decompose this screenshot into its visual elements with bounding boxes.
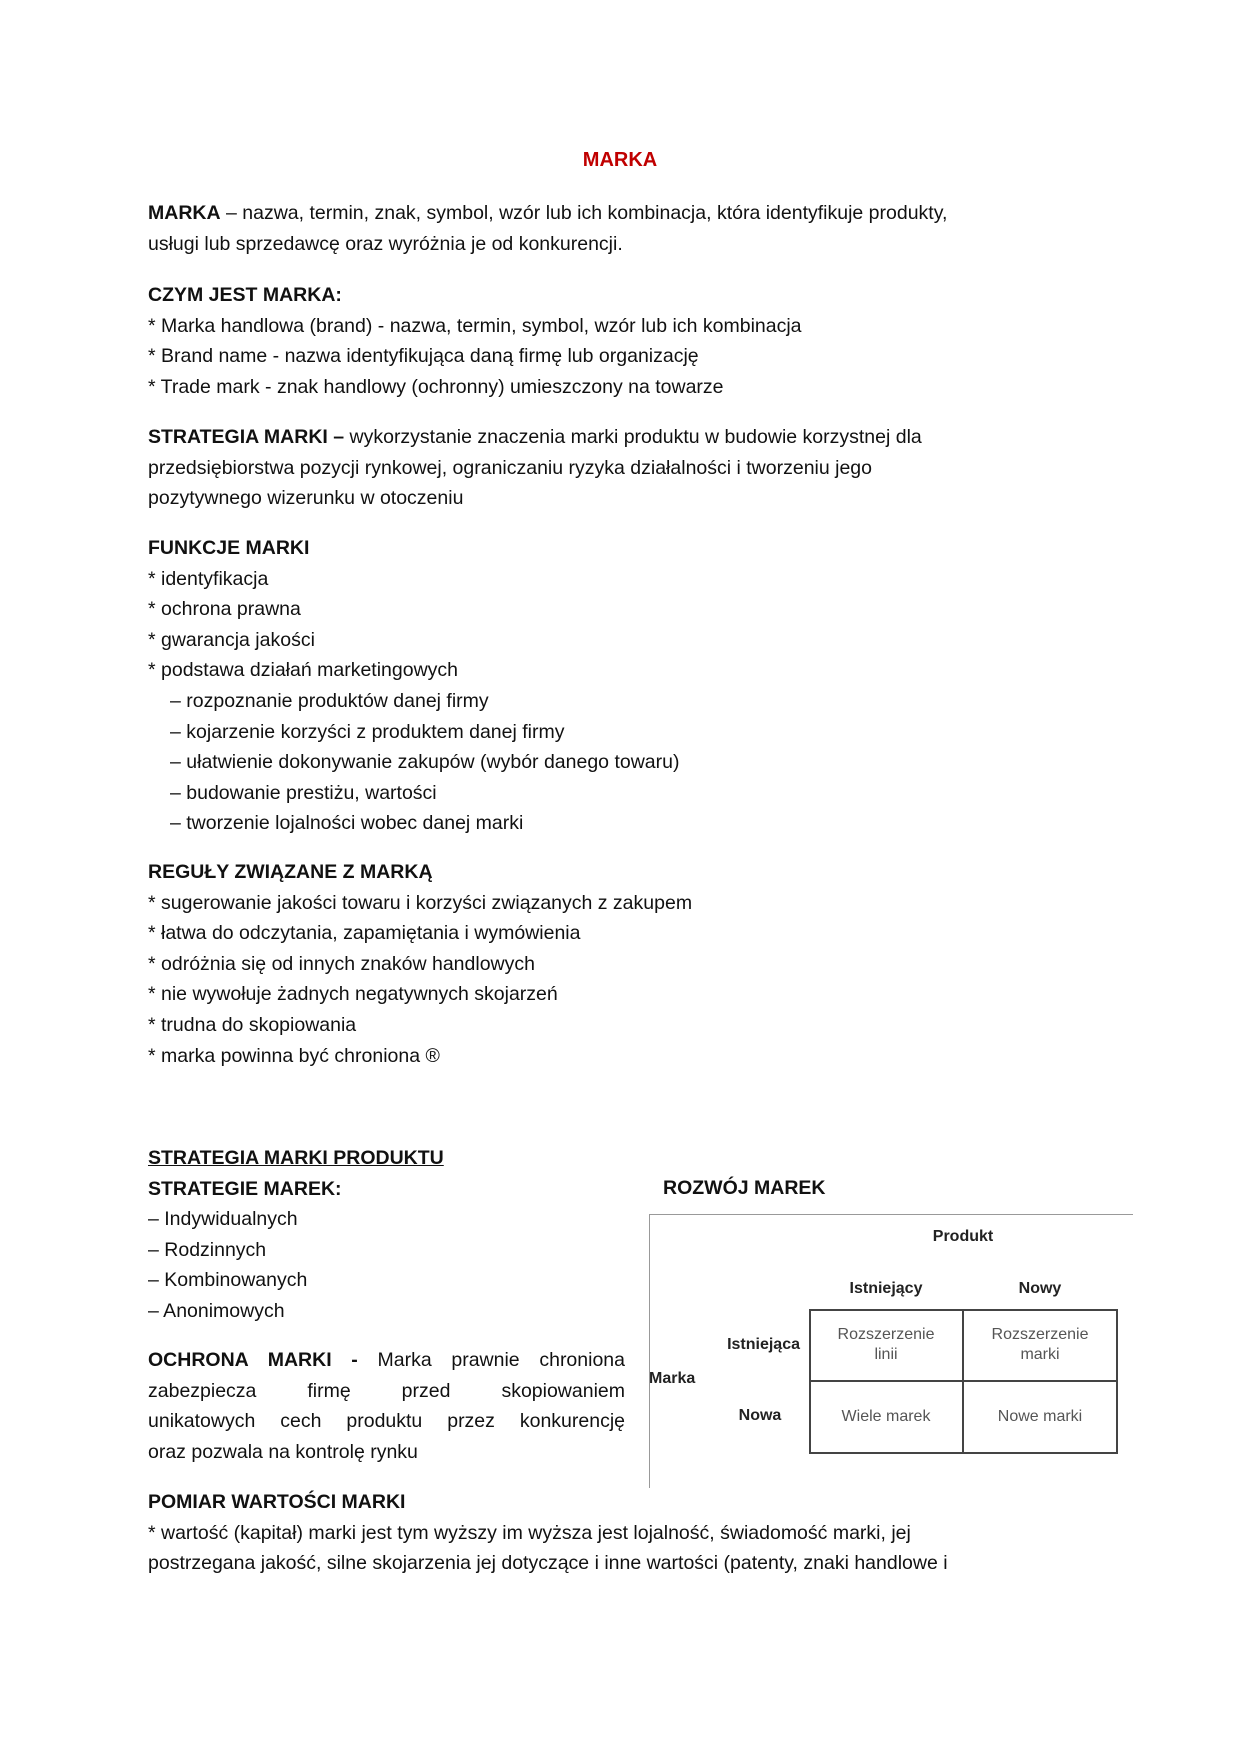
text-line: przedsiębiorstwa pozycji rynkowej, ograniczaniu ryzyka działalności i tworzeniu jego [148,456,872,479]
text-line: pozytywnego wizerunku w otoczeniu [148,487,464,510]
ochrona-term: OCHRONA MARKI - [148,1349,358,1371]
strategia-paragraph [148,422,922,514]
matrix-cell: Nowe marki [997,1408,1083,1425]
czym-section [148,280,802,402]
section-heading: CZYM JEST MARKA: [148,284,342,306]
divider [809,1380,1118,1382]
list-item: * gwarancja jakości [148,628,315,651]
list-item: * trudna do skopiowania [148,1013,357,1036]
matrix-cell: Wiele marek [841,1408,931,1425]
page-title: MARKA [582,149,658,171]
list-item: – Anonimowych [148,1299,285,1322]
section-heading: STRATEGIA MARKI PRODUKTU [148,1147,444,1169]
section-heading: REGUŁY ZWIĄZANE Z MARKĄ [148,861,433,883]
matrix-cell: Rozszerzenie linii [837,1326,935,1363]
strategia-term: STRATEGIA MARKI – [148,426,345,448]
sub-item: – tworzenie lojalności wobec danej marki [170,812,524,835]
list-item: * nie wywołuje żadnych negatywnych skojarzeń [148,983,558,1006]
text-line: * wartość (kapitał) marki jest tym wyższy im wyższa jest lojalność, świadomość marki, jej [148,1521,911,1544]
sub-item: – budowanie prestiżu, wartości [170,781,437,804]
row-header: Istniejąca [727,1336,800,1353]
reguly-section [148,857,692,1071]
col-header: Nowy [1018,1280,1062,1297]
sub-item: – rozpoznanie produktów danej firmy [170,689,489,712]
list-item: * podstawa działań marketingowych [148,659,459,682]
text-line: wykorzystanie znaczenia marki produktu w budowie korzystnej dla [344,426,922,448]
list-item: – Rodzinnych [148,1238,267,1261]
col-header: Istniejący [849,1280,923,1297]
list-item: * Trade mark - znak handlowy (ochronny) umieszczony na towarze [148,375,724,398]
produkt-section [148,1143,444,1327]
sub-heading: STRATEGIE MAREK: [148,1177,342,1200]
list-item: – Indywidualnych [148,1208,298,1231]
list-item: * marka powinna być chroniona ® [148,1044,440,1067]
text-line: oraz pozwala na kontrolę rynku [148,1440,418,1463]
section-heading: ROZWÓJ MAREK [663,1177,826,1199]
row-header: Nowa [738,1407,782,1424]
list-item: * odróżnia się od innych znaków handlowych [148,952,535,975]
rozwoj-heading-block [663,1173,826,1204]
list-item: * Marka handlowa (brand) - nazwa, termin, symbol, wzór lub ich kombinacja [148,314,802,337]
text-line: postrzegana jakość, silne skojarzenia jej dotyczące i inne wartości (patenty, znaki handlowe i [148,1552,948,1575]
section-heading: POMIAR WARTOŚCI MARKI [148,1491,406,1513]
text-line: zabezpiecza firmę przed skopiowaniem [148,1379,625,1402]
text-line: Marka prawnie chroniona [357,1349,625,1371]
list-item: * Brand name - nazwa identyfikująca daną firmę lub organizację [148,345,699,368]
divider [649,1214,650,1488]
funkcje-section [148,533,679,839]
list-item: – Kombinowanych [148,1269,308,1292]
list-item: * łatwa do odczytania, zapamiętania i wymówienia [148,922,581,945]
text-line: usługi lub sprzedawcę oraz wyróżnia je od konkurencji. [148,232,623,255]
list-item: * identyfikacja [148,567,269,590]
ochrona-paragraph [148,1345,625,1467]
text-line: – nazwa, termin, znak, symbol, wzór lub ich kombinacja, która identyfikuje produkty, [220,202,948,224]
list-item: * ochrona prawna [148,598,301,621]
marka-label: Marka [649,1370,696,1387]
text-line: unikatowych cech produktu przez konkurencję [148,1410,625,1433]
sub-item: – ułatwienie dokonywanie zakupów (wybór danego towaru) [170,751,680,774]
section-heading: FUNKCJE MARKI [148,537,310,559]
divider [649,1214,1133,1215]
matrix-cell: Rozszerzenie marki [991,1326,1089,1363]
pomiar-section [148,1487,948,1579]
produkt-label: Produkt [932,1228,994,1245]
sub-item: – kojarzenie korzyści z produktem danej firmy [170,720,565,743]
definition-paragraph [148,198,947,259]
list-item: * sugerowanie jakości towaru i korzyści związanych z zakupem [148,891,693,914]
definition-term: MARKA [148,202,221,224]
